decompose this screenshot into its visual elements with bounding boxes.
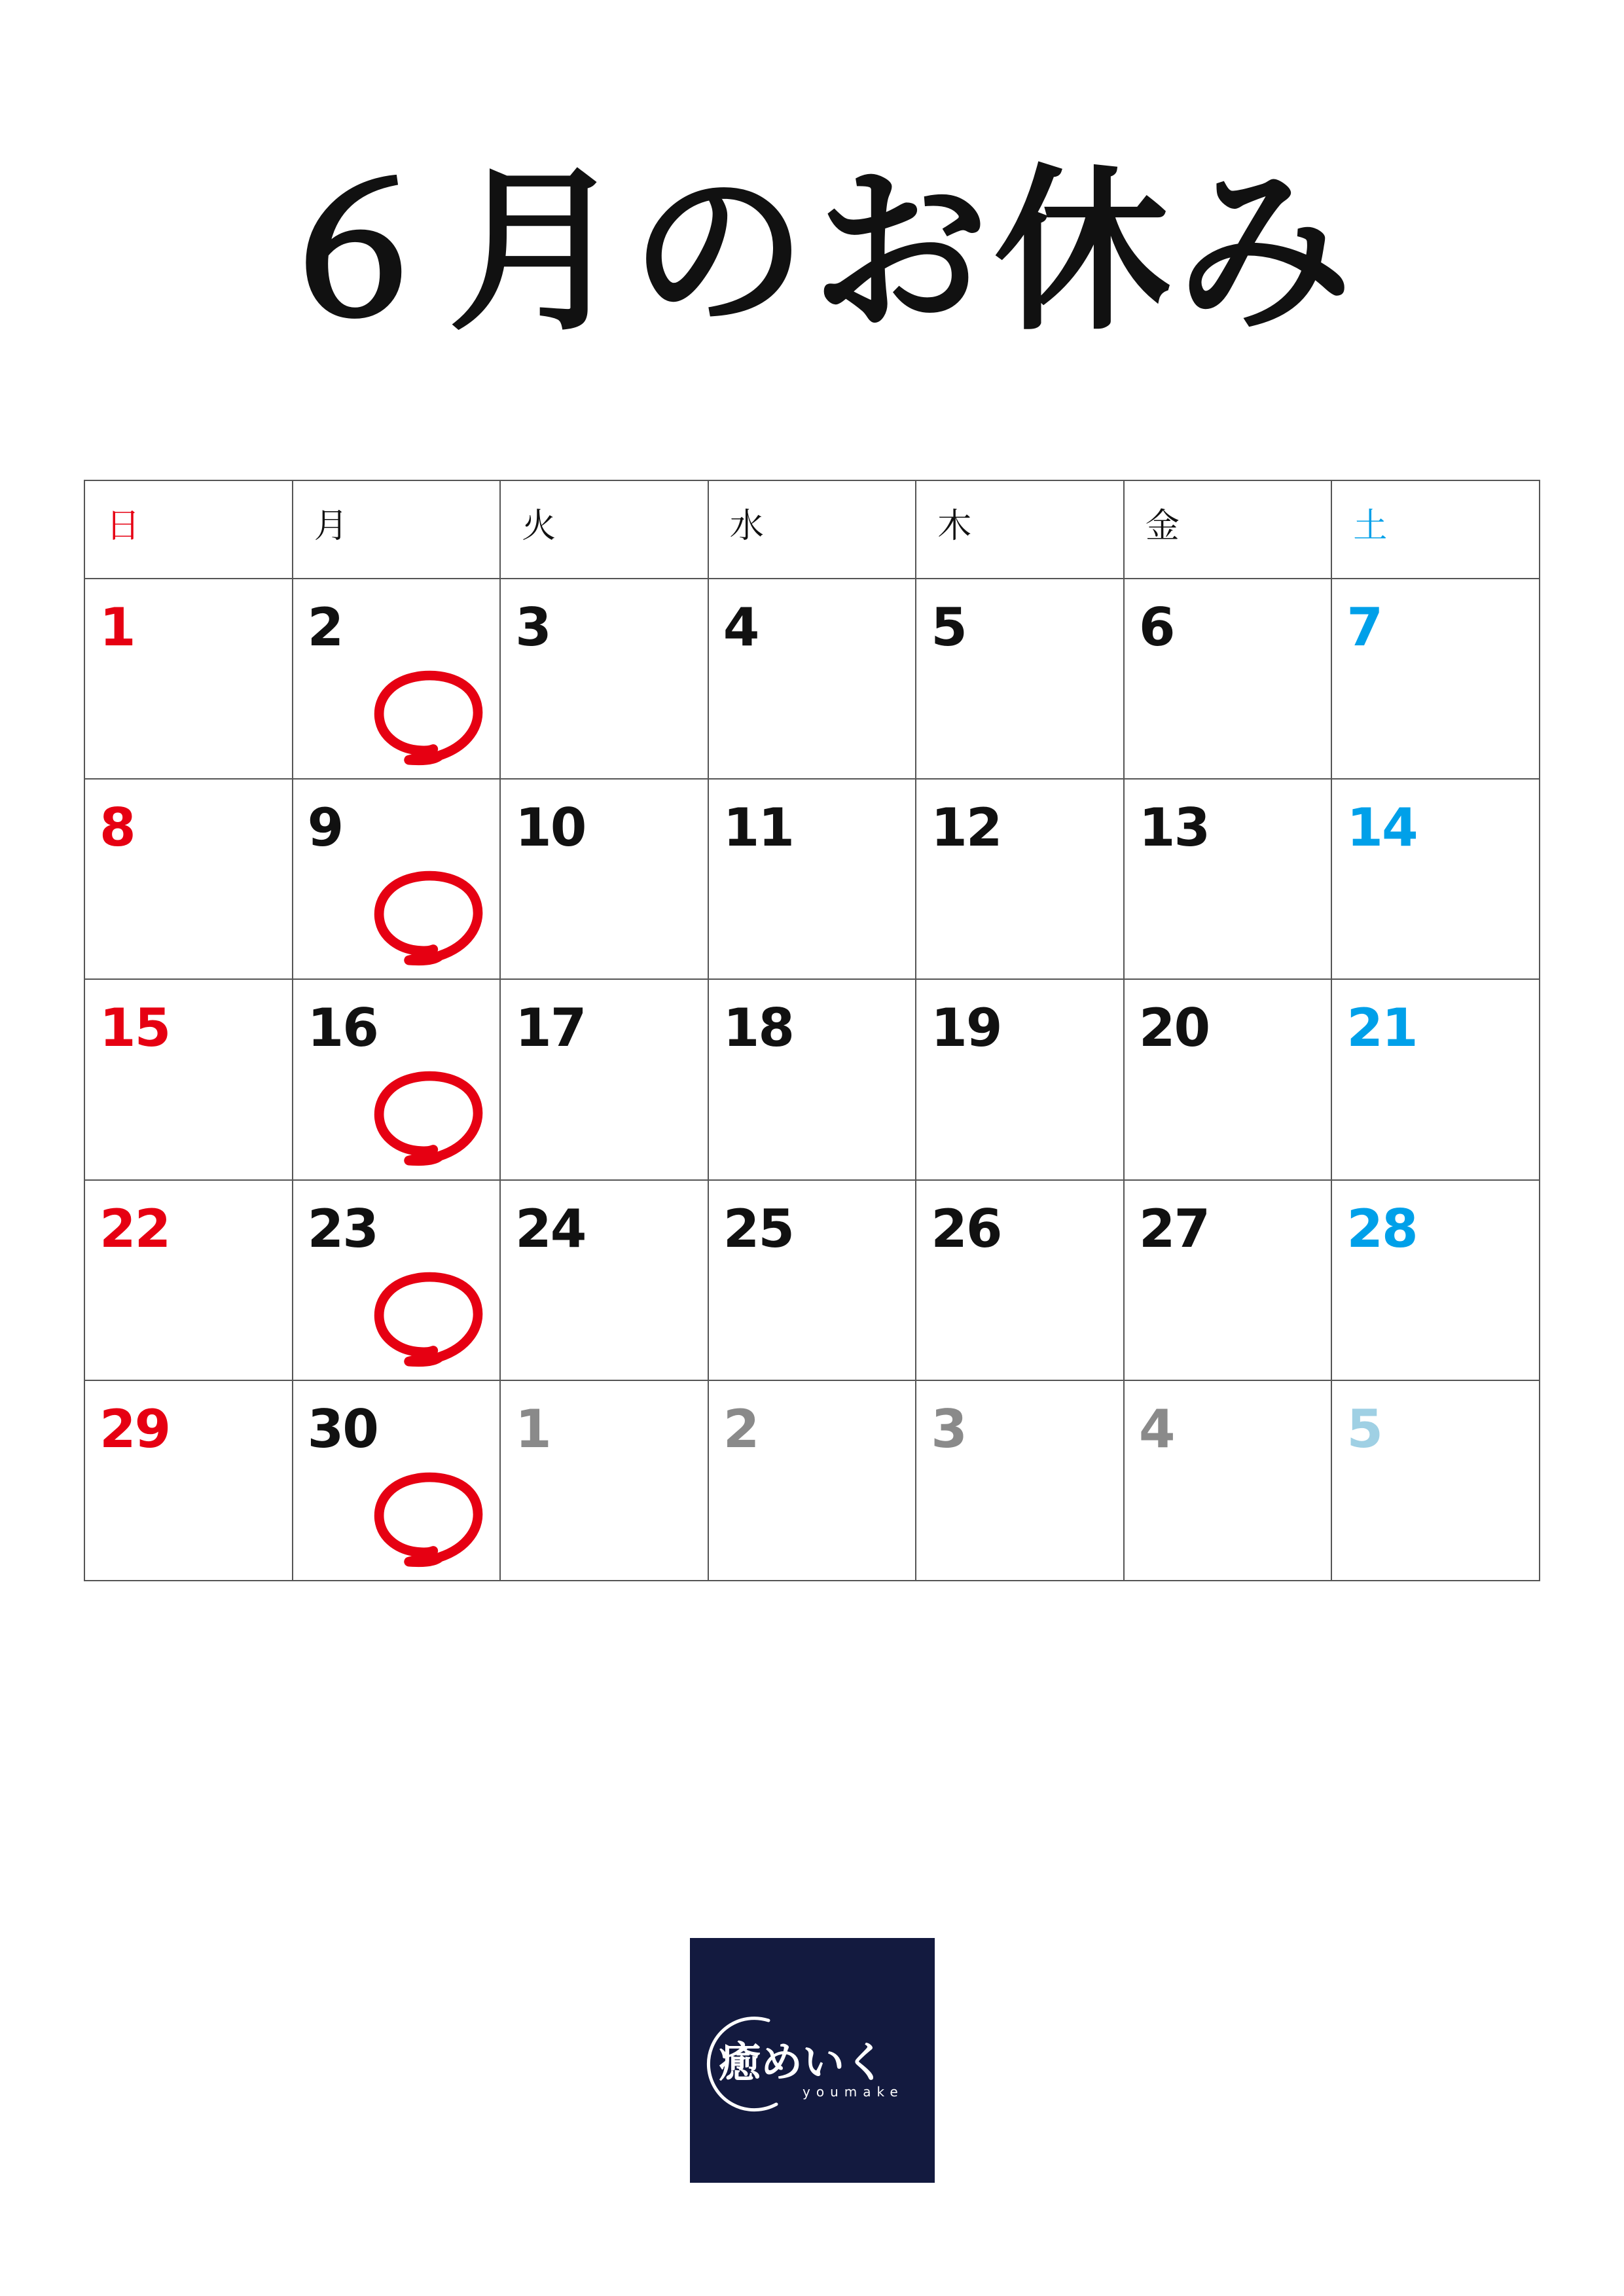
weekday-label: 水 — [729, 507, 764, 546]
weekday-cell — [1331, 480, 1540, 579]
day-cell-closed — [293, 979, 501, 1179]
day-cell — [84, 1380, 293, 1581]
day-number: 10 — [515, 797, 586, 859]
day-number: 7 — [1346, 597, 1382, 658]
weekday-cell — [916, 480, 1124, 579]
day-cell — [708, 579, 916, 779]
day-number: 2 — [307, 597, 343, 658]
calendar-grid — [84, 480, 1540, 1581]
day-number: 5 — [931, 597, 966, 658]
day-cell — [84, 979, 293, 1179]
red-circle-mark-icon — [364, 659, 492, 772]
day-cell — [916, 979, 1124, 1179]
day-number: 1 — [515, 1398, 550, 1460]
day-cell — [500, 779, 708, 979]
day-number: 21 — [1346, 997, 1417, 1059]
week-row — [84, 1380, 1540, 1581]
weekday-header-row — [84, 480, 1540, 579]
day-number: 11 — [723, 797, 794, 859]
weekday-cell — [1124, 480, 1332, 579]
day-cell-closed — [293, 779, 501, 979]
day-cell-next-month — [916, 1380, 1124, 1581]
weekday-label: 月 — [314, 507, 348, 546]
week-row — [84, 1180, 1540, 1380]
day-cell — [1331, 979, 1540, 1179]
day-cell-next-month — [500, 1380, 708, 1581]
day-cell — [708, 1180, 916, 1380]
day-cell — [1331, 779, 1540, 979]
day-number: 4 — [723, 597, 759, 658]
day-number: 6 — [1138, 597, 1174, 658]
logo-graphic — [690, 1938, 935, 2183]
red-circle-mark-icon — [364, 859, 492, 972]
weekday-cell — [293, 480, 501, 579]
day-number: 2 — [723, 1398, 759, 1460]
day-cell-next-month — [708, 1380, 916, 1581]
day-cell — [1124, 779, 1332, 979]
day-cell — [1124, 579, 1332, 779]
week-row — [84, 779, 1540, 979]
day-number: 15 — [99, 997, 170, 1059]
day-cell — [500, 1180, 708, 1380]
weekday-label: 金 — [1145, 507, 1180, 546]
day-cell-next-month — [1124, 1380, 1332, 1581]
week-row — [84, 979, 1540, 1179]
day-cell — [708, 779, 916, 979]
day-number: 16 — [307, 997, 378, 1059]
logo-subtext: youmake — [803, 2084, 904, 2100]
weekday-label: 火 — [522, 507, 556, 546]
day-number: 12 — [931, 797, 1001, 859]
day-cell — [84, 579, 293, 779]
day-cell-closed — [293, 1380, 501, 1581]
day-cell — [1124, 979, 1332, 1179]
day-number: 8 — [99, 797, 135, 859]
day-cell — [1331, 1180, 1540, 1380]
day-number: 9 — [307, 797, 343, 859]
day-cell — [1331, 579, 1540, 779]
day-cell — [500, 979, 708, 1179]
day-number: 29 — [99, 1398, 170, 1460]
day-cell — [1124, 1180, 1332, 1380]
weekday-label: 木 — [937, 507, 972, 546]
day-number: 3 — [515, 597, 550, 658]
day-number: 28 — [1346, 1198, 1417, 1259]
day-number: 20 — [1138, 997, 1210, 1059]
day-cell-closed — [293, 1180, 501, 1380]
day-cell — [916, 779, 1124, 979]
weekday-cell — [500, 480, 708, 579]
day-number: 22 — [99, 1198, 170, 1259]
red-circle-mark-icon — [364, 1461, 492, 1573]
page-title: ６月のお休み — [266, 149, 1358, 355]
weekday-label: 日 — [106, 507, 141, 546]
day-cell — [916, 579, 1124, 779]
day-cell-closed — [293, 579, 501, 779]
day-number: 25 — [723, 1198, 794, 1259]
day-cell — [500, 579, 708, 779]
brand-logo — [690, 1938, 935, 2183]
red-circle-mark-icon — [364, 1060, 492, 1172]
day-cell — [84, 1180, 293, 1380]
day-number: 14 — [1346, 797, 1417, 859]
day-number: 18 — [723, 997, 794, 1059]
day-number: 17 — [515, 997, 586, 1059]
day-number: 24 — [515, 1198, 586, 1259]
day-number: 30 — [307, 1398, 378, 1460]
day-number: 26 — [931, 1198, 1001, 1259]
weekday-label: 土 — [1353, 507, 1388, 546]
day-number: 3 — [931, 1398, 966, 1460]
weekday-cell — [84, 480, 293, 579]
day-number: 4 — [1138, 1398, 1174, 1460]
weekday-cell — [708, 480, 916, 579]
logo-wordmark: 癒めいく — [719, 2039, 886, 2087]
day-number: 13 — [1138, 797, 1210, 859]
week-row — [84, 579, 1540, 779]
day-number: 5 — [1346, 1398, 1382, 1460]
day-cell-next-month — [1331, 1380, 1540, 1581]
day-number: 1 — [99, 597, 135, 658]
day-cell — [916, 1180, 1124, 1380]
day-number: 19 — [931, 997, 1001, 1059]
day-number: 23 — [307, 1198, 378, 1259]
day-number: 27 — [1138, 1198, 1210, 1259]
day-cell — [84, 779, 293, 979]
red-circle-mark-icon — [364, 1261, 492, 1373]
day-cell — [708, 979, 916, 1179]
